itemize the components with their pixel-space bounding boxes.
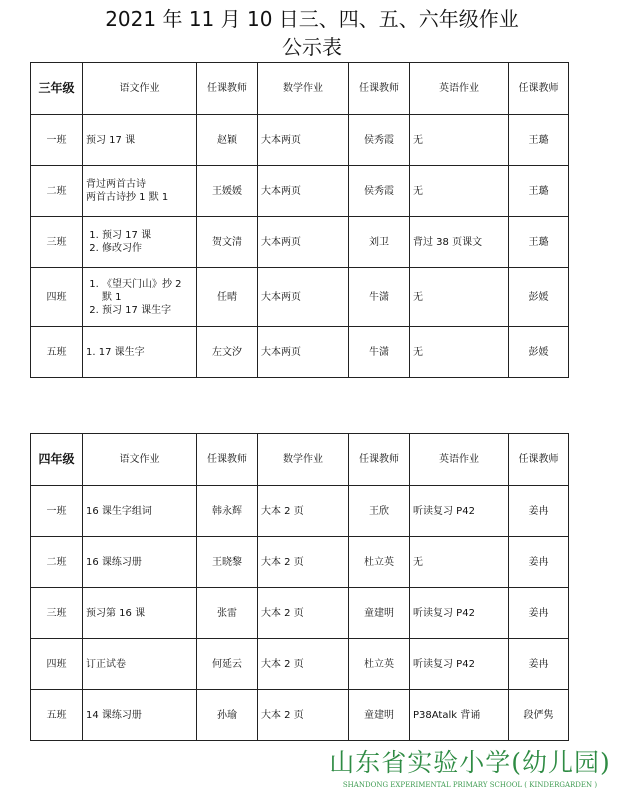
header-chinese: 语文作业	[83, 63, 197, 115]
chinese-teacher: 王媛媛	[197, 166, 258, 217]
header-math-teacher: 任课教师	[349, 63, 410, 115]
english-teacher: 王璐	[509, 166, 569, 217]
english-teacher: 彭媛	[509, 268, 569, 327]
math-homework: 大本 2 页	[258, 690, 349, 741]
math-homework: 大本 2 页	[258, 537, 349, 588]
class-name: 二班	[31, 537, 83, 588]
chinese-homework	[83, 690, 197, 741]
chinese-teacher: 何延云	[197, 639, 258, 690]
english-homework: 听读复习 P42	[410, 639, 509, 690]
english-homework: 无	[410, 327, 509, 378]
english-homework: 听读复习 P42	[410, 588, 509, 639]
math-teacher: 王欣	[349, 486, 410, 537]
header-english: 英语作业	[410, 63, 509, 115]
chinese-homework	[83, 327, 197, 378]
english-teacher: 彭媛	[509, 327, 569, 378]
school-logo-chinese-name: 山东省实验小学(幼儿园)	[329, 748, 611, 777]
chinese-homework-line: 背过两首古诗	[86, 179, 146, 190]
grade-label: 四年级	[31, 434, 83, 486]
chinese-homework-item: 1. 预习 17 课	[102, 229, 193, 242]
math-homework: 大本 2 页	[258, 588, 349, 639]
chinese-homework-item: 2. 预习 17 课生字	[102, 304, 193, 317]
english-homework: P38Atalk 背诵	[410, 690, 509, 741]
class-name: 五班	[31, 690, 83, 741]
english-homework: 无	[410, 537, 509, 588]
english-homework: 听读复习 P42	[410, 486, 509, 537]
page-title: 2021 年 11 月 10 日三、四、五、六年级作业	[105, 7, 519, 31]
math-homework: 大本 2 页	[258, 639, 349, 690]
grade4-homework-table	[30, 433, 569, 741]
english-homework: 无	[410, 268, 509, 327]
math-teacher: 杜立英	[349, 639, 410, 690]
chinese-teacher: 张雷	[197, 588, 258, 639]
grade-label: 三年级	[31, 63, 83, 115]
table-row	[31, 166, 569, 217]
chinese-teacher: 任晴	[197, 268, 258, 327]
chinese-homework-line: 16 课生字组词	[86, 505, 152, 517]
table-row	[31, 327, 569, 378]
english-teacher: 姜冉	[509, 486, 569, 537]
chinese-homework	[83, 217, 197, 268]
table-row	[31, 268, 569, 327]
chinese-teacher: 贺文清	[197, 217, 258, 268]
chinese-homework	[83, 115, 197, 166]
header-chinese: 语文作业	[83, 434, 197, 486]
class-name: 一班	[31, 486, 83, 537]
chinese-homework	[83, 486, 197, 537]
chinese-homework-line: 预习 17 课	[86, 134, 136, 146]
class-name: 五班	[31, 327, 83, 378]
english-teacher: 段俨隽	[509, 690, 569, 741]
math-homework: 大本两页	[258, 327, 349, 378]
table-header-row	[31, 434, 569, 486]
chinese-homework	[83, 639, 197, 690]
chinese-teacher: 韩永辉	[197, 486, 258, 537]
header-english-teacher: 任课教师	[509, 63, 569, 115]
table-header-row	[31, 63, 569, 115]
english-homework: 无	[410, 166, 509, 217]
chinese-homework	[83, 166, 197, 217]
table-row	[31, 690, 569, 741]
table-row	[31, 486, 569, 537]
math-teacher: 牛潇	[349, 268, 410, 327]
math-homework: 大本两页	[258, 217, 349, 268]
chinese-teacher: 左文汐	[197, 327, 258, 378]
chinese-homework-line: 14 课练习册	[86, 709, 142, 721]
table-row	[31, 588, 569, 639]
grade3-homework-table	[30, 62, 569, 378]
math-teacher: 侯秀霞	[349, 166, 410, 217]
math-homework: 大本两页	[258, 166, 349, 217]
chinese-homework-line: 两首古诗抄 1 默 1	[86, 192, 169, 203]
chinese-homework	[83, 588, 197, 639]
chinese-homework-line: 预习第 16 课	[86, 607, 146, 619]
school-logo-english-name: SHANDONG EXPERIMENTAL PRIMARY SCHOOL ( KINDERGARDEN )	[342, 781, 598, 789]
header-chinese-teacher: 任课教师	[197, 63, 258, 115]
math-homework: 大本 2 页	[258, 486, 349, 537]
chinese-teacher: 孙瑜	[197, 690, 258, 741]
header-english: 英语作业	[410, 434, 509, 486]
math-teacher: 童建明	[349, 588, 410, 639]
class-name: 三班	[31, 217, 83, 268]
chinese-homework	[83, 537, 197, 588]
math-homework: 大本两页	[258, 115, 349, 166]
class-name: 一班	[31, 115, 83, 166]
table-row	[31, 639, 569, 690]
math-homework: 大本两页	[258, 268, 349, 327]
school-logo	[322, 748, 618, 794]
class-name: 三班	[31, 588, 83, 639]
chinese-homework-line: 1. 17 课生字	[86, 346, 145, 358]
math-teacher: 童建明	[349, 690, 410, 741]
chinese-homework-line: 订正试卷	[86, 658, 126, 670]
table-row	[31, 217, 569, 268]
math-teacher: 刘卫	[349, 217, 410, 268]
page-subtitle: 公示表	[282, 35, 342, 59]
table-row	[31, 115, 569, 166]
header-english-teacher: 任课教师	[509, 434, 569, 486]
header-chinese-teacher: 任课教师	[197, 434, 258, 486]
english-homework: 无	[410, 115, 509, 166]
chinese-homework-item: 2. 修改习作	[102, 242, 193, 255]
english-teacher: 姜冉	[509, 588, 569, 639]
chinese-teacher: 赵颖	[197, 115, 258, 166]
english-teacher: 王璐	[509, 217, 569, 268]
english-teacher: 姜冉	[509, 639, 569, 690]
chinese-homework-line: 16 课练习册	[86, 556, 142, 568]
math-teacher: 杜立英	[349, 537, 410, 588]
english-homework: 背过 38 页课文	[410, 217, 509, 268]
math-teacher: 牛潇	[349, 327, 410, 378]
header-math-teacher: 任课教师	[349, 434, 410, 486]
english-teacher: 姜冉	[509, 537, 569, 588]
class-name: 四班	[31, 268, 83, 327]
math-teacher: 侯秀霞	[349, 115, 410, 166]
class-name: 二班	[31, 166, 83, 217]
header-math: 数学作业	[258, 63, 349, 115]
chinese-homework	[83, 268, 197, 327]
chinese-homework-item: 1. 《望天门山》抄 2 默 1	[102, 278, 193, 304]
table-row	[31, 537, 569, 588]
header-math: 数学作业	[258, 434, 349, 486]
chinese-teacher: 王晓黎	[197, 537, 258, 588]
english-teacher: 王璐	[509, 115, 569, 166]
class-name: 四班	[31, 639, 83, 690]
